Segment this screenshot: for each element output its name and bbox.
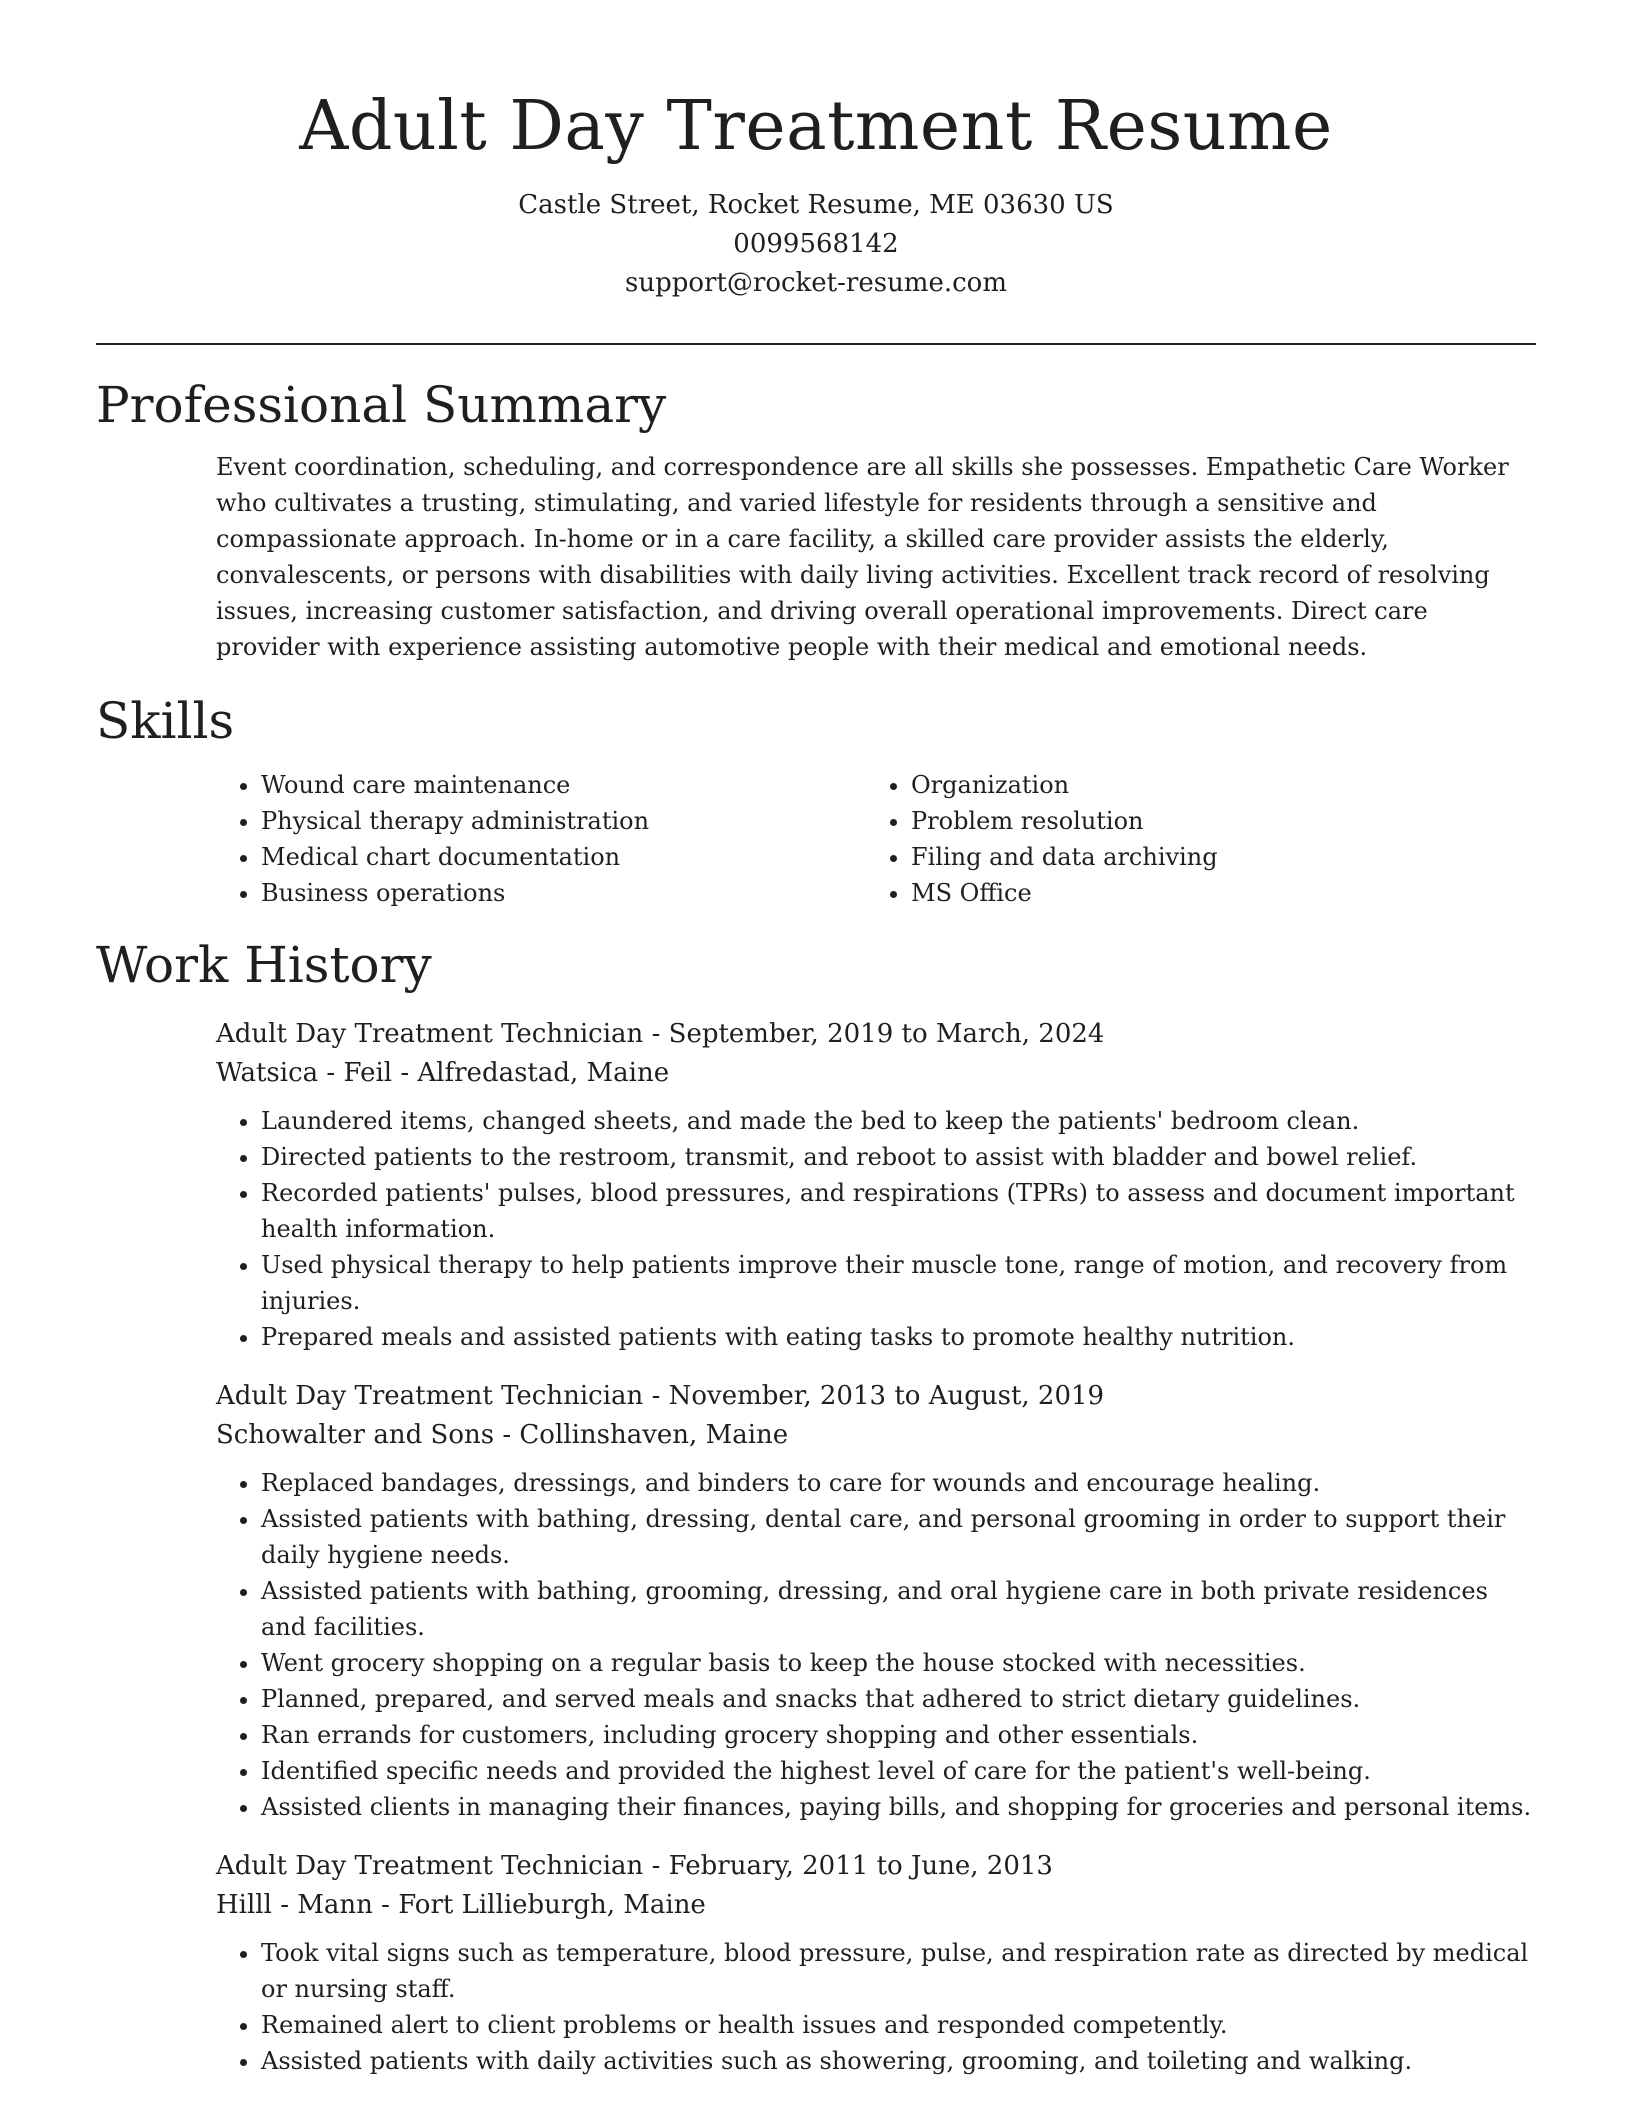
skill-item: • Wound care maintenance: [261, 767, 866, 803]
skill-item: • Problem resolution: [911, 803, 1516, 839]
job-duty: • Prepared meals and assisted patients with eating tasks to promote healthy nutrition.: [261, 1319, 1536, 1355]
job-duty: • Assisted patients with daily activities such as showering, grooming, and toileting and walking.: [261, 2043, 1536, 2079]
job-duty: • Laundered items, changed sheets, and made the bed to keep the patients' bedroom clean.: [261, 1103, 1536, 1139]
skills-heading: Skills: [96, 692, 235, 750]
job-dates: - September, 2019 to March, 2024: [643, 1019, 1105, 1049]
job-duty: • Replaced bandages, dressings, and binders to care for wounds and encourage healing.: [261, 1465, 1536, 1501]
job-duties: [216, 1103, 1536, 1355]
job-duty: • Ran errands for customers, including grocery shopping and other essentials.: [261, 1717, 1536, 1753]
skill-item: • Physical therapy administration: [261, 803, 866, 839]
job-duties: [216, 1465, 1536, 1825]
header-divider: [96, 343, 1536, 345]
skill-item: • Business operations: [261, 875, 866, 911]
job-duty: • Remained alert to client problems or health issues and responded competently.: [261, 2007, 1536, 2043]
job-duty: • Planned, prepared, and served meals and snacks that adhered to strict dietary guidelines.: [261, 1681, 1536, 1717]
job-company: Watsica - Feil: [216, 1058, 393, 1088]
job-dates: - November, 2013 to August, 2019: [643, 1381, 1105, 1411]
summary-heading: Professional Summary: [96, 376, 667, 434]
job-duty: • Identified specific needs and provided the highest level of care for the patient's well-being.: [261, 1753, 1536, 1789]
job-duty: • Used physical therapy to help patients improve their muscle tone, range of motion, and recovery from injuries.: [261, 1247, 1536, 1319]
job-title-line: [216, 1847, 1536, 1886]
resume-page: [96, 0, 1536, 2079]
job-title: Adult Day Treatment Technician: [216, 1019, 644, 1049]
job-duties: [216, 1935, 1536, 2079]
job-entry: [216, 1377, 1536, 1825]
job-duty: • Recorded patients' pulses, blood pressures, and respirations (TPRs) to assess and document important health information.: [261, 1175, 1536, 1247]
job-duty: • Took vital signs such as temperature, blood pressure, pulse, and respiration rate as directed by medical or nursing staff.: [261, 1935, 1536, 2007]
job-duty: • Went grocery shopping on a regular basis to keep the house stocked with necessities.: [261, 1645, 1536, 1681]
job-duty: • Assisted clients in managing their finances, paying bills, and shopping for groceries and personal items.: [261, 1789, 1536, 1825]
contact-address: Castle Street, Rocket Resume, ME 03630 US: [518, 190, 1114, 220]
skills-list: [216, 767, 1536, 911]
job-location: - Collinshaven, Maine: [494, 1420, 789, 1450]
skills-column-left: [216, 767, 866, 911]
skills-column-right: [866, 767, 1516, 911]
job-company: Hilll - Mann: [216, 1890, 373, 1920]
work-history-heading: Work History: [96, 936, 432, 994]
job-duty: • Assisted patients with bathing, dressing, dental care, and personal grooming in order to support their daily hygiene needs.: [261, 1501, 1536, 1573]
skill-item: • Medical chart documentation: [261, 839, 866, 875]
job-company-line: [216, 1886, 1536, 1925]
skill-item: • Filing and data archiving: [911, 839, 1516, 875]
job-title-line: [216, 1015, 1536, 1054]
job-dates: - February, 2011 to June, 2013: [643, 1851, 1053, 1881]
resume-header: [96, 0, 1536, 303]
job-entry: [216, 1015, 1536, 1355]
job-title-line: [216, 1377, 1536, 1416]
job-company-line: [216, 1416, 1536, 1455]
skill-item: • MS Office: [911, 875, 1516, 911]
summary-text: Event coordination, scheduling, and correspondence are all skills she possesses. Empathetic Care Worker who cultivates a trusting, stimulating, and varied lifestyle for residents through a sensitive and compassionate approach. In-home or in a care facility, a skilled care provider assists the elderly, convalescents, or persons with disabilities with daily living activities. Excellent track record of resolving issues, increasing customer satisfaction, and driving overall operational improvements. Direct care provider with experience assisting automotive people with their medical and emotional needs.: [216, 453, 1509, 661]
contact-email: support@rocket-resume.com: [624, 268, 1007, 298]
job-entry: [216, 1847, 1536, 2079]
skill-item: • Organization: [911, 767, 1516, 803]
job-location: - Alfredastad, Maine: [392, 1058, 670, 1088]
job-company-line: [216, 1054, 1536, 1093]
job-title: Adult Day Treatment Technician: [216, 1851, 644, 1881]
job-title: Adult Day Treatment Technician: [216, 1381, 644, 1411]
contact-phone: 0099568142: [733, 229, 899, 259]
job-company: Schowalter and Sons: [216, 1420, 495, 1450]
resume-title: Adult Day Treatment Resume: [299, 87, 1333, 166]
job-location: - Fort Lillieburgh, Maine: [372, 1890, 706, 1920]
job-duty: • Assisted patients with bathing, grooming, dressing, and oral hygiene care in both private residences and facilities.: [261, 1573, 1536, 1645]
job-duty: • Directed patients to the restroom, transmit, and reboot to assist with bladder and bowel relief.: [261, 1139, 1536, 1175]
